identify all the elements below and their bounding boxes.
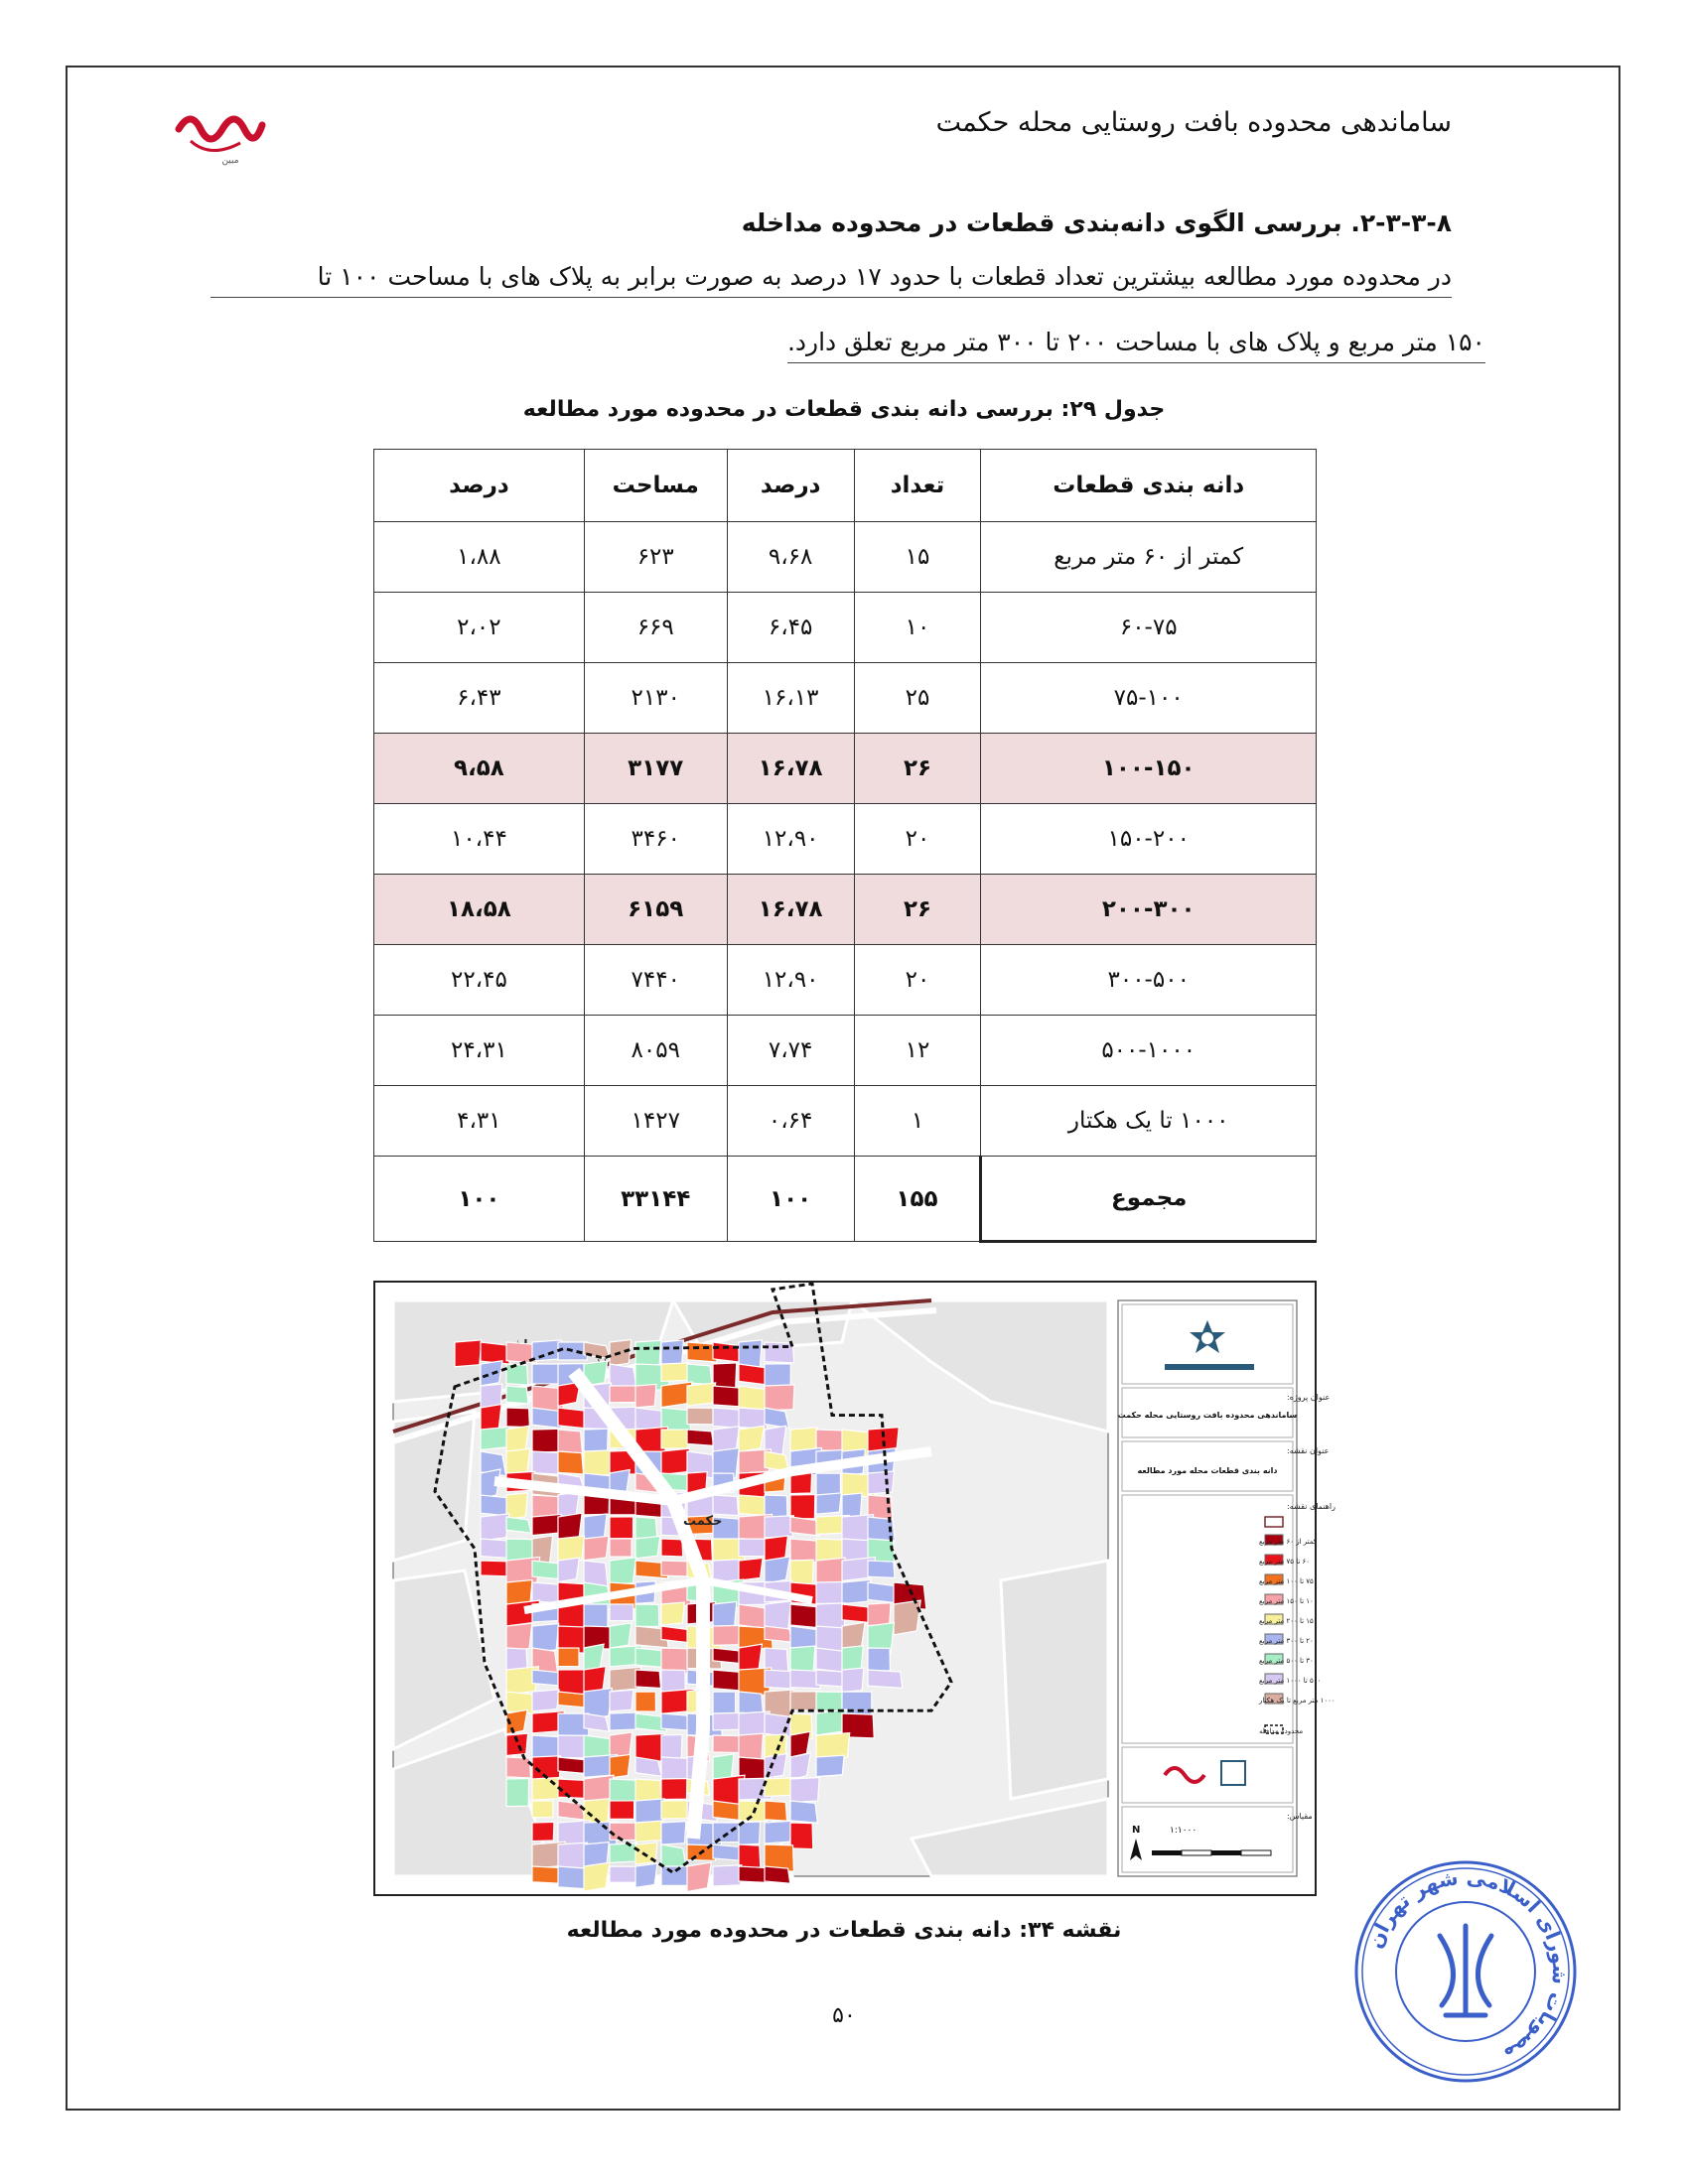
table-row (374, 804, 1317, 875)
scale-label: مقیاس: (1287, 1812, 1313, 1821)
table-caption: جدول ۲۹: بررسی دانه بندی قطعات در محدوده مورد مطالعه (522, 397, 1166, 422)
parcel (481, 1342, 509, 1364)
row-class: ۵۰۰-۱۰۰۰ (981, 1016, 1317, 1086)
parcel (816, 1493, 841, 1514)
legend-item-label: ۶۰ تا ۷۵ متر مربع (1259, 1558, 1311, 1566)
table-row (374, 1016, 1317, 1086)
row-count-percent: ۱۲،۹۰ (727, 804, 854, 875)
parcel (506, 1364, 528, 1385)
header-count: تعداد (854, 450, 981, 522)
row-area: ۱۴۲۷ (584, 1086, 727, 1157)
parcel (842, 1692, 872, 1716)
row-area-percent: ۱،۸۸ (374, 522, 585, 593)
parcel (481, 1361, 502, 1386)
row-count-percent: ۷،۷۴ (727, 1016, 854, 1086)
parcel (558, 1430, 582, 1453)
parcel (765, 1626, 792, 1642)
project-title: ساماندهی محدوده بافت روستایی محله حکمت (1117, 1411, 1298, 1420)
page-number: ۵۰ (832, 2003, 856, 2028)
row-count: ۲۵ (854, 663, 981, 734)
map-title-label: عنوان نقشه: (1287, 1446, 1330, 1455)
table-row (374, 663, 1317, 734)
parcel (610, 1558, 636, 1586)
parcel (481, 1514, 509, 1541)
table-row (374, 522, 1317, 593)
parcel (635, 1517, 657, 1540)
parcel (868, 1603, 891, 1626)
parcel (506, 1623, 532, 1651)
legend-label: راهنمای نقشه: (1287, 1502, 1336, 1511)
row-count: ۱۰ (854, 593, 981, 663)
parcel (558, 1801, 585, 1820)
parcel (790, 1823, 813, 1849)
parcel (765, 1516, 793, 1538)
project-title-label: عنوان پروژه: (1287, 1393, 1331, 1402)
parcel (558, 1648, 579, 1667)
parcel (765, 1670, 793, 1689)
row-class: ۲۰۰-۳۰۰ (981, 875, 1317, 945)
parcel (790, 1517, 819, 1536)
row-class: ۱۰۰-۱۵۰ (981, 734, 1317, 804)
row-area: ۷۴۴۰ (584, 945, 727, 1016)
parcel (610, 1843, 637, 1863)
table-row (374, 593, 1317, 663)
row-count: ۱ (854, 1086, 981, 1157)
row-class: ۶۰-۷۵ (981, 593, 1317, 663)
parcel (506, 1733, 528, 1755)
parcel (894, 1600, 920, 1635)
parcel (558, 1735, 588, 1758)
parcel (687, 1862, 711, 1892)
parcel (532, 1408, 561, 1429)
parcel (532, 1670, 560, 1686)
parcel (610, 1340, 632, 1366)
parcel (739, 1558, 763, 1580)
row-area-percent: ۶،۴۳ (374, 663, 585, 734)
parcel (842, 1668, 864, 1692)
map-canvas (375, 1283, 1336, 1894)
row-count: ۲۶ (854, 734, 981, 804)
parcel (610, 1386, 636, 1403)
parcel (506, 1648, 527, 1671)
row-class: ۳۰۰-۵۰۰ (981, 945, 1317, 1016)
row-area: ۳۱۷۷ (584, 734, 727, 804)
parcel (765, 1385, 794, 1411)
parcel (532, 1690, 559, 1711)
parcel (713, 1625, 739, 1645)
boundary-legend-label: محدوده مداخله (1259, 1727, 1304, 1735)
parcel (687, 1383, 716, 1406)
parcel (610, 1823, 635, 1840)
council-seal-stamp (1350, 1856, 1581, 2087)
row-area-percent: ۲،۰۲ (374, 593, 585, 663)
parcel (532, 1514, 561, 1535)
row-area-percent: ۲۴،۳۱ (374, 1016, 585, 1086)
parcel (661, 1779, 687, 1800)
parcel (661, 1430, 688, 1448)
total-area: ۳۳۱۴۴ (584, 1157, 727, 1242)
publisher-logo (171, 99, 270, 169)
parcel (610, 1623, 632, 1648)
parcel (558, 1558, 579, 1581)
parcel (635, 1340, 661, 1366)
parcel (842, 1579, 871, 1603)
table-row (374, 875, 1317, 945)
total-count-percent: ۱۰۰ (727, 1157, 854, 1242)
row-area: ۸۰۵۹ (584, 1016, 727, 1086)
parcel (713, 1342, 741, 1362)
total-class: مجموع (981, 1157, 1317, 1242)
legend-item-label: ۱۰۰۰ متر مربع تا یک هکتار (1259, 1697, 1336, 1705)
parcel (661, 1734, 682, 1759)
parcel (687, 1408, 714, 1425)
parcel (635, 1670, 661, 1688)
row-count: ۲۶ (854, 875, 981, 945)
row-area: ۶۱۵۹ (584, 875, 727, 945)
parcel (687, 1430, 714, 1445)
logo-text: مبین (221, 156, 239, 166)
row-area-percent: ۹،۵۸ (374, 734, 585, 804)
parcel (635, 1384, 656, 1408)
parcel-map (373, 1281, 1336, 1896)
parcel (558, 1342, 587, 1360)
row-area-percent: ۱۸،۵۸ (374, 875, 585, 945)
parcel (610, 1517, 633, 1539)
parcel (713, 1386, 742, 1407)
parcel (765, 1557, 790, 1583)
table-total-row (374, 1157, 1317, 1242)
parcel (661, 1713, 690, 1730)
parcel (506, 1757, 531, 1778)
parcel (739, 1426, 765, 1451)
seal-emblem-icon (1440, 1926, 1491, 2015)
legend-item-label: ۳۰۰ تا ۵۰۰ متر مربع (1259, 1657, 1318, 1665)
table-row (374, 734, 1317, 804)
parcel (506, 1517, 531, 1533)
parcel (661, 1363, 689, 1382)
map-title: دانه بندی قطعات محله مورد مطالعه (1137, 1466, 1278, 1475)
parcel (455, 1340, 482, 1367)
parcel (790, 1777, 819, 1802)
parcel (610, 1604, 633, 1621)
row-count: ۲۰ (854, 804, 981, 875)
parcel (584, 1536, 609, 1560)
seal-text: مصوبات شورای اسلامی شهر تهران (1362, 1864, 1573, 2068)
row-area: ۶۲۳ (584, 522, 727, 593)
parcel (610, 1801, 634, 1819)
row-count-percent: ۱۶،۷۸ (727, 875, 854, 945)
legend-item-label: کمتر از ۶۰ متر مربع (1259, 1538, 1318, 1546)
row-area-percent: ۱۰،۴۴ (374, 804, 585, 875)
parcel (661, 1539, 683, 1557)
parcel (765, 1821, 791, 1843)
header-count-percent: درصد (727, 450, 854, 522)
parcel (816, 1755, 844, 1776)
table-body (374, 522, 1317, 1242)
header-area: مساحت (584, 450, 727, 522)
table-row (374, 945, 1317, 1016)
parcel (868, 1648, 890, 1671)
legend-item-label: ۲۰۰ تا ۳۰۰ متر مربع (1259, 1637, 1318, 1645)
parcel (868, 1670, 903, 1688)
scale-bar (1152, 1850, 1271, 1855)
header-class: دانه بندی قطعات (981, 450, 1317, 522)
parcel (713, 1495, 739, 1516)
parcel (765, 1866, 790, 1883)
parcel (635, 1821, 663, 1842)
parcel (532, 1340, 561, 1361)
parcel (532, 1582, 561, 1603)
row-count-percent: ۱۲،۹۰ (727, 945, 854, 1016)
table-header-row (374, 450, 1317, 522)
parcel (765, 1713, 794, 1737)
parcel (506, 1386, 528, 1404)
row-area: ۳۴۶۰ (584, 804, 727, 875)
running-header: ساماندهی محدوده بافت روستایی محله حکمت (935, 107, 1452, 138)
parcel (610, 1690, 633, 1711)
row-count-percent: ۱۶،۱۳ (727, 663, 854, 734)
parcel-size-table (373, 449, 1317, 1243)
row-area-percent: ۴،۳۱ (374, 1086, 585, 1157)
parcel (610, 1754, 631, 1778)
place-label-center: حکمت (683, 1514, 723, 1529)
parcel (687, 1342, 717, 1362)
parcel (765, 1801, 787, 1821)
row-area-percent: ۲۲،۴۵ (374, 945, 585, 1016)
map-caption: نقشه ۳۴: دانه بندی قطعات در محدوده مورد مطالعه (566, 1918, 1122, 1943)
parcel (713, 1865, 742, 1886)
parcel (868, 1471, 895, 1494)
row-count: ۱۵ (854, 522, 981, 593)
parcel (610, 1712, 638, 1730)
parcel (558, 1451, 584, 1474)
parcel (790, 1692, 819, 1710)
parcel (790, 1801, 817, 1823)
row-area: ۶۶۹ (584, 593, 727, 663)
row-class: ۷۵-۱۰۰ (981, 663, 1317, 734)
legend-item-label: ۱۵۰ تا ۲۰۰ متر مربع (1259, 1617, 1318, 1625)
total-area-percent: ۱۰۰ (374, 1157, 585, 1242)
parcel (739, 1539, 768, 1557)
parcel (532, 1822, 554, 1841)
parcel (506, 1779, 529, 1807)
row-count-percent: ۶،۴۵ (727, 593, 854, 663)
parcel (739, 1801, 767, 1822)
legend-item-label: ۱۰۰ تا ۱۵۰ متر مربع (1259, 1597, 1318, 1605)
parcel (558, 1779, 586, 1799)
paragraph-line-2: ۱۵۰ متر مربع و پلاک های با مساحت ۲۰۰ تا ۳۰۰ متر مربع تعلق دارد. (787, 328, 1485, 363)
legend-item-label: ۵۰۰ تا ۱۰۰۰ متر مربع (1259, 1677, 1322, 1685)
parcel (765, 1342, 794, 1363)
parcel (635, 1692, 655, 1711)
scale-value: ۱:۱۰۰۰ (1170, 1826, 1197, 1836)
parcel (481, 1539, 510, 1559)
parcel (506, 1408, 529, 1428)
paragraph-line-1: در محدوده مورد مطالعه بیشترین تعداد قطعات با حدود ۱۷ درصد به صورت برابر به پلاک های با مساحت ۱۰۰ تا (211, 262, 1452, 298)
parcel (558, 1692, 587, 1707)
north-label: N (1132, 1825, 1141, 1836)
parcel (481, 1427, 509, 1449)
row-area: ۲۱۳۰ (584, 663, 727, 734)
row-class: ۱۵۰-۲۰۰ (981, 804, 1317, 875)
row-count-percent: ۱۶،۷۸ (727, 734, 854, 804)
parcel (635, 1604, 659, 1627)
parcel (635, 1863, 657, 1887)
parcel (868, 1561, 895, 1577)
parcel (739, 1386, 769, 1411)
parcel (713, 1735, 742, 1753)
parcel (661, 1822, 686, 1844)
parcel (532, 1801, 553, 1818)
parcel (790, 1428, 818, 1451)
section-title: ۲-۳-۳-۸. بررسی الگوی دانه‌بندی قطعات در محدوده مداخله (741, 208, 1452, 237)
parcel (661, 1448, 690, 1474)
row-count-percent: ۹،۶۸ (727, 522, 854, 593)
row-count-percent: ۰،۶۴ (727, 1086, 854, 1157)
row-count: ۲۰ (854, 945, 981, 1016)
total-count: ۱۵۵ (854, 1157, 981, 1242)
row-class: ۱۰۰۰ تا یک هکتار (981, 1086, 1317, 1157)
parcel (506, 1448, 530, 1474)
parcel (661, 1602, 684, 1625)
header-area-percent: درصد (374, 450, 585, 522)
parcel (584, 1862, 610, 1891)
legend-item-label: ۷۵ تا ۱۰۰ متر مربع (1259, 1577, 1314, 1585)
row-count: ۱۲ (854, 1016, 981, 1086)
parcel (635, 1536, 660, 1558)
row-class: کمتر از ۶۰ متر مربع (981, 522, 1317, 593)
parcel (739, 1822, 761, 1844)
parcel (584, 1604, 608, 1628)
table-row (374, 1086, 1317, 1157)
parcel (610, 1539, 632, 1557)
